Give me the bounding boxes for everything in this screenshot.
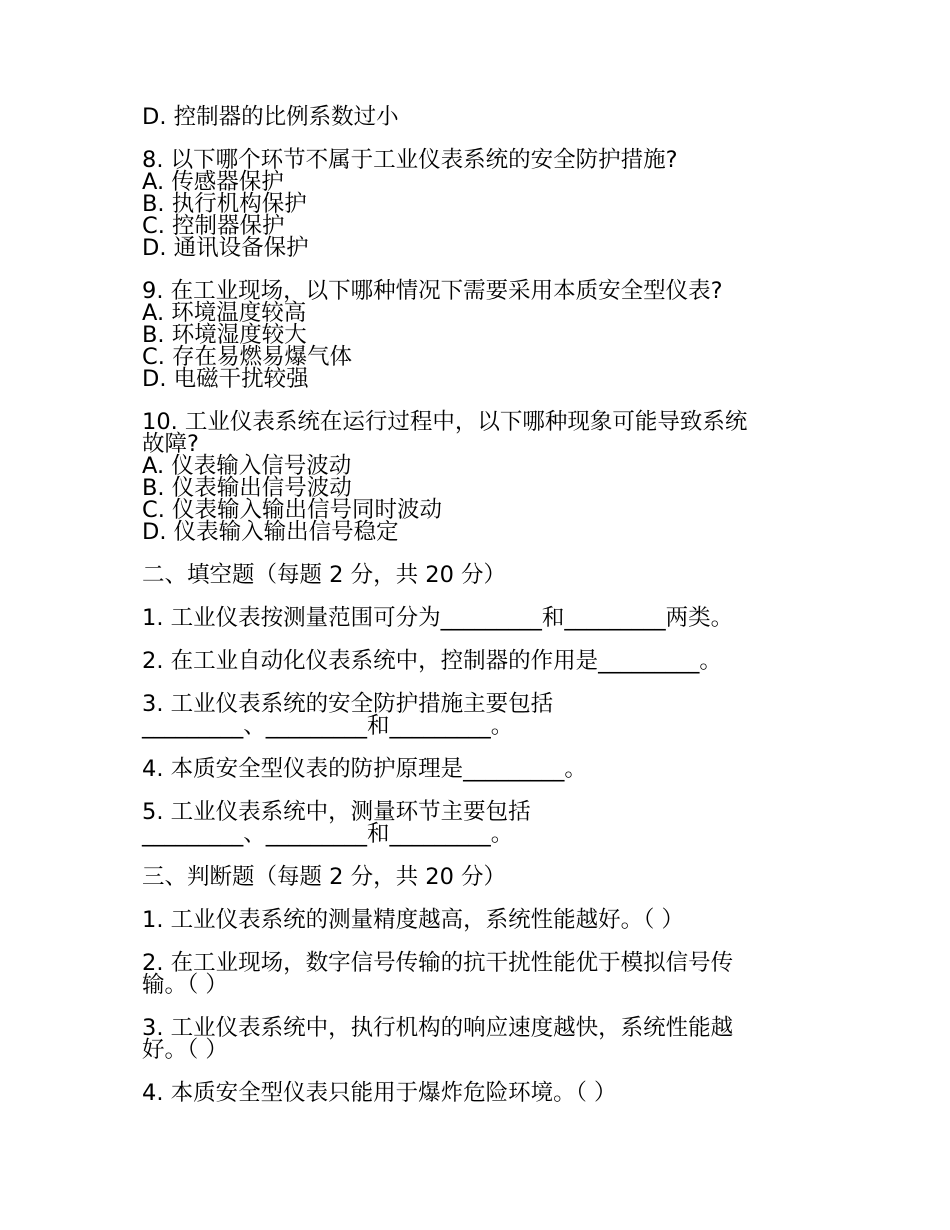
judge-item-4 xyxy=(142,1082,812,1104)
fill-item-4-text: 4. 本质安全型仪表的防护原理是_________。 xyxy=(142,756,587,782)
fill-item-5-text-line1: 5. 工业仪表系统中，测量环节主要包括 xyxy=(142,799,531,825)
fill-item-2-text: 2. 在工业自动化仪表系统中，控制器的作用是_________。 xyxy=(142,648,722,674)
fill-section-heading: 二、填空题（每题 2 分，共 20 分） xyxy=(142,562,507,588)
q8-option-c: C. 控制器保护 xyxy=(142,213,285,239)
fill-item-1 xyxy=(142,607,812,629)
judge-item-3-text-line2: 好。（ ） xyxy=(142,1037,228,1063)
q10-option-d: D. 仪表输入输出信号稳定 xyxy=(142,519,399,545)
q9-option-c: C. 存在易燃易爆气体 xyxy=(142,344,353,370)
judge-section-heading: 三、判断题（每题 2 分，共 20 分） xyxy=(142,864,507,890)
q10-option-b: B. 仪表输出信号波动 xyxy=(142,475,352,501)
question-10 xyxy=(142,411,812,543)
fill-item-5-text-line2: _________、_________和_________。 xyxy=(142,821,514,847)
q8-option-d: D. 通讯设备保护 xyxy=(142,235,309,261)
document-page xyxy=(142,106,812,1125)
q10-question-line1: 10. 工业仪表系统在运行过程中，以下哪种现象可能导致系统 xyxy=(142,409,748,435)
q9-option-a: A. 环境温度较高 xyxy=(142,300,307,326)
q10-option-a: A. 仪表输入信号波动 xyxy=(142,453,352,479)
question-8 xyxy=(142,149,812,259)
q10-question-line2: 故障? xyxy=(142,431,199,457)
q8-option-a: A. 传感器保护 xyxy=(142,169,284,195)
fill-item-1-text: 1. 工业仪表按测量范围可分为_________和_________两类。 xyxy=(142,605,734,631)
fill-item-3-text-line2: _________、_________和_________。 xyxy=(142,713,514,739)
q8-question: 8. 以下哪个环节不属于工业仪表系统的安全防护措施? xyxy=(142,147,678,173)
q10-option-c: C. 仪表输入输出信号同时波动 xyxy=(142,497,443,523)
q9-option-b: B. 环境湿度较大 xyxy=(142,322,307,348)
fill-item-4 xyxy=(142,758,812,780)
q9-question: 9. 在工业现场，以下哪种情况下需要采用本质安全型仪表? xyxy=(142,278,723,304)
q7-option-d: D. 控制器的比例系数过小 xyxy=(142,104,399,130)
judge-item-1-text: 1. 工业仪表系统的测量精度越高，系统性能越好。（ ） xyxy=(142,907,685,933)
fill-item-5 xyxy=(142,801,812,845)
fill-item-2 xyxy=(142,650,812,672)
judge-item-3-text-line1: 3. 工业仪表系统中，执行机构的响应速度越快，系统性能越 xyxy=(142,1015,734,1041)
judge-item-2 xyxy=(142,952,812,996)
judge-item-2-text-line1: 2. 在工业现场，数字信号传输的抗干扰性能优于模拟信号传 xyxy=(142,950,734,976)
q9-option-d: D. 电磁干扰较强 xyxy=(142,366,309,392)
judge-item-1 xyxy=(142,909,812,931)
judge-item-2-text-line2: 输。（ ） xyxy=(142,972,228,998)
judge-item-4-text: 4. 本质安全型仪表只能用于爆炸危险环境。（ ） xyxy=(142,1080,617,1106)
question-9 xyxy=(142,280,812,390)
q8-option-b: B. 执行机构保护 xyxy=(142,191,307,217)
judge-item-3 xyxy=(142,1017,812,1061)
fill-item-3-text-line1: 3. 工业仪表系统的安全防护措施主要包括 xyxy=(142,691,554,717)
fill-item-3 xyxy=(142,693,812,737)
question-7-tail xyxy=(142,106,812,128)
